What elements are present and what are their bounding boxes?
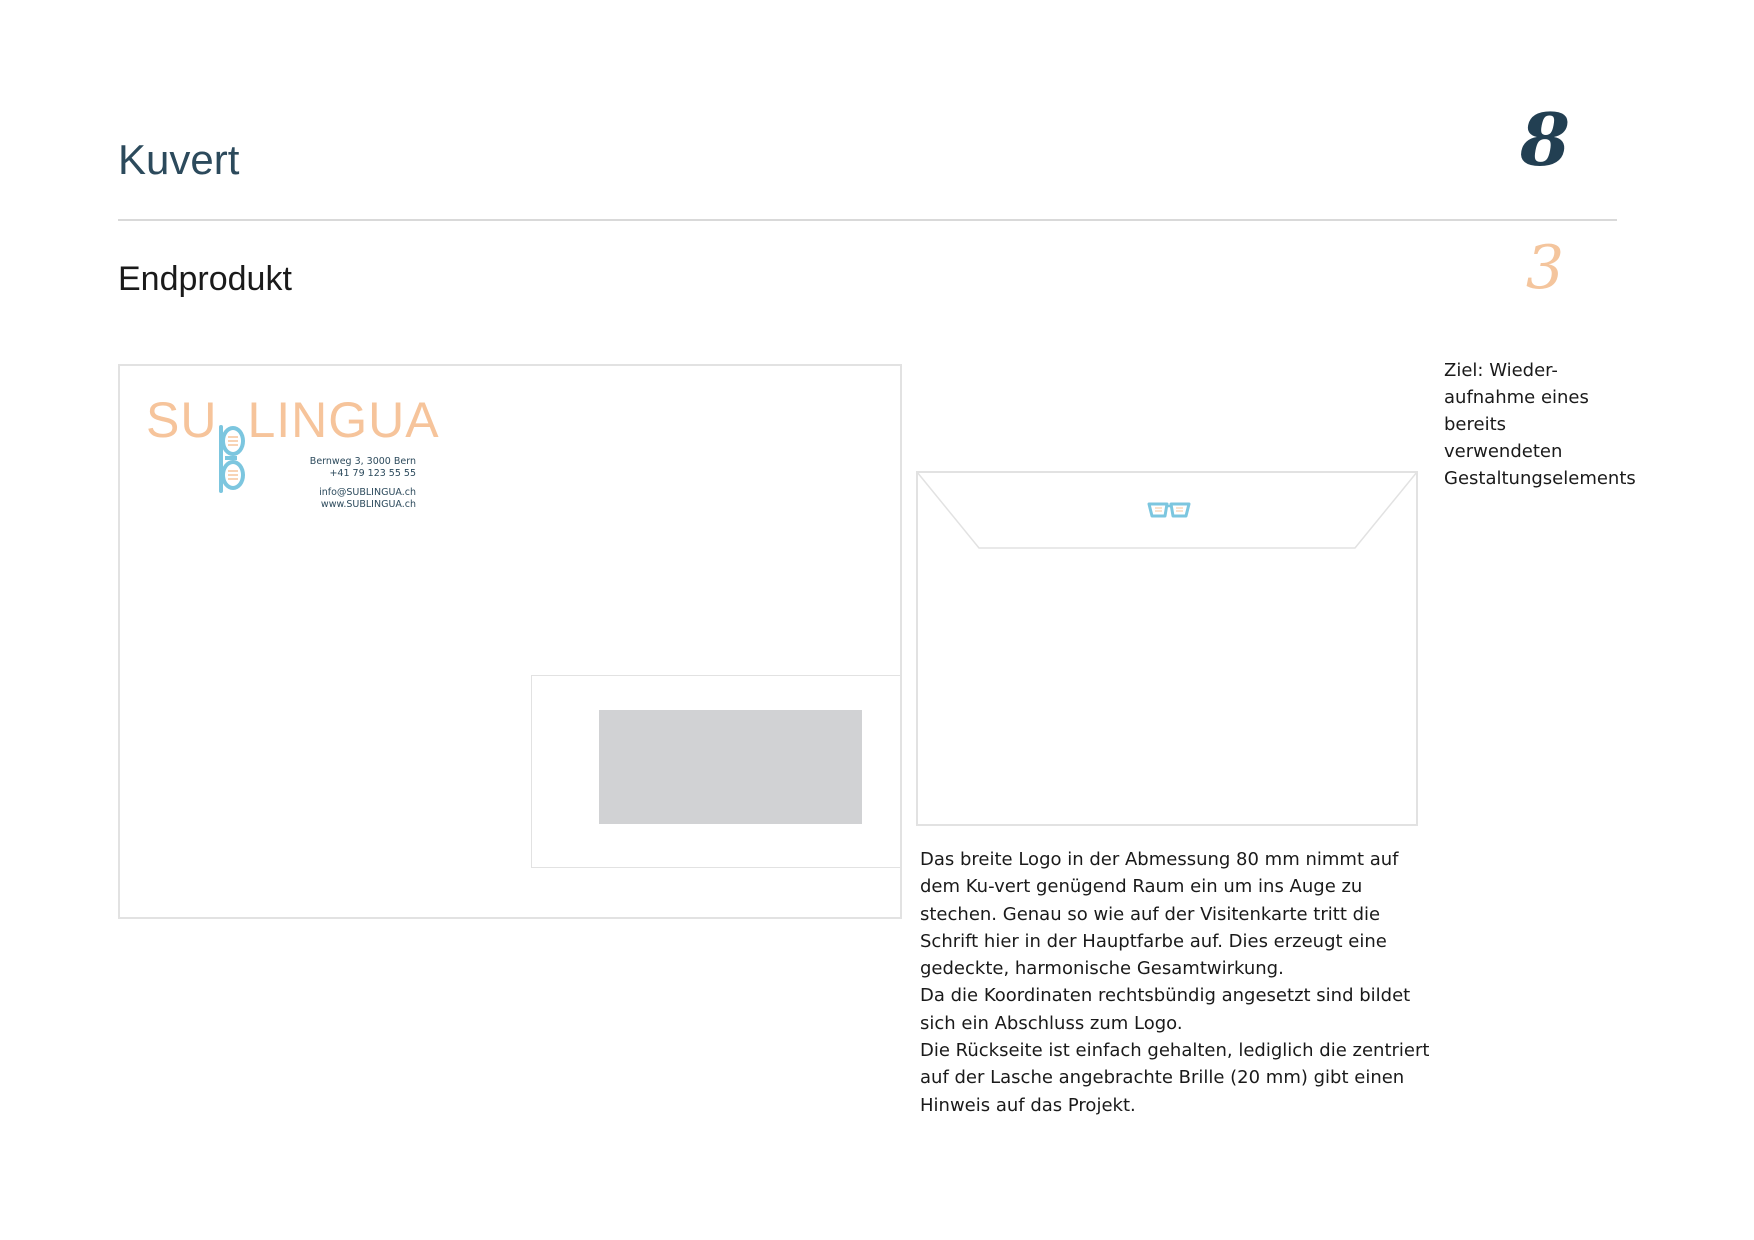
side-note-line: Gestaltungselements	[1444, 468, 1636, 489]
page-number: 8	[1519, 97, 1571, 182]
address-window	[599, 710, 862, 824]
side-note	[1444, 357, 1636, 492]
logo-text-right: LINGUA	[247, 392, 440, 448]
description-paragraph: Das breite Logo in der Abmessung 80 mm nimmt auf dem Ku-vert genügend Raum ein um ins Auge zu stechen. Genau so wie auf der Visitenkarte tritt die Schrift hier in der Hauptfarbe auf. Dies erzeugt eine gedeckte, harmonische Gesamtwirkung.	[920, 849, 1399, 980]
section-number: 3	[1525, 233, 1565, 303]
address-email: info@SUBLINGUA.ch	[319, 487, 416, 498]
page-title: Kuvert	[118, 136, 240, 183]
glasses-icon	[1147, 501, 1191, 519]
sublingua-logo	[146, 392, 440, 448]
address-block	[260, 456, 416, 480]
address-street: Bernweg 3, 3000 Bern	[309, 456, 416, 467]
address-web: www.SUBLINGUA.ch	[320, 499, 416, 510]
divider	[118, 219, 1617, 221]
logo-text-left: SU	[146, 392, 218, 448]
section-title: Endprodukt	[118, 260, 292, 298]
side-note-line: bereits verwendeten	[1444, 414, 1563, 462]
description-paragraph: Die Rückseite ist einfach gehalten, lediglich die zentriert auf der Lasche angebrachte Brille (20 mm) gibt einen Hinweis auf das Projekt.	[920, 1040, 1430, 1116]
side-note-line: aufnahme eines	[1444, 387, 1589, 408]
address-phone: +41 79 123 55 55	[329, 468, 416, 479]
contact-block	[260, 487, 416, 511]
description-paragraph: Da die Koordinaten rechtsbündig angesetzt sind bildet sich ein Abschluss zum Logo.	[920, 985, 1411, 1034]
description	[920, 846, 1440, 1119]
side-note-line: Ziel: Wieder-	[1444, 360, 1558, 381]
